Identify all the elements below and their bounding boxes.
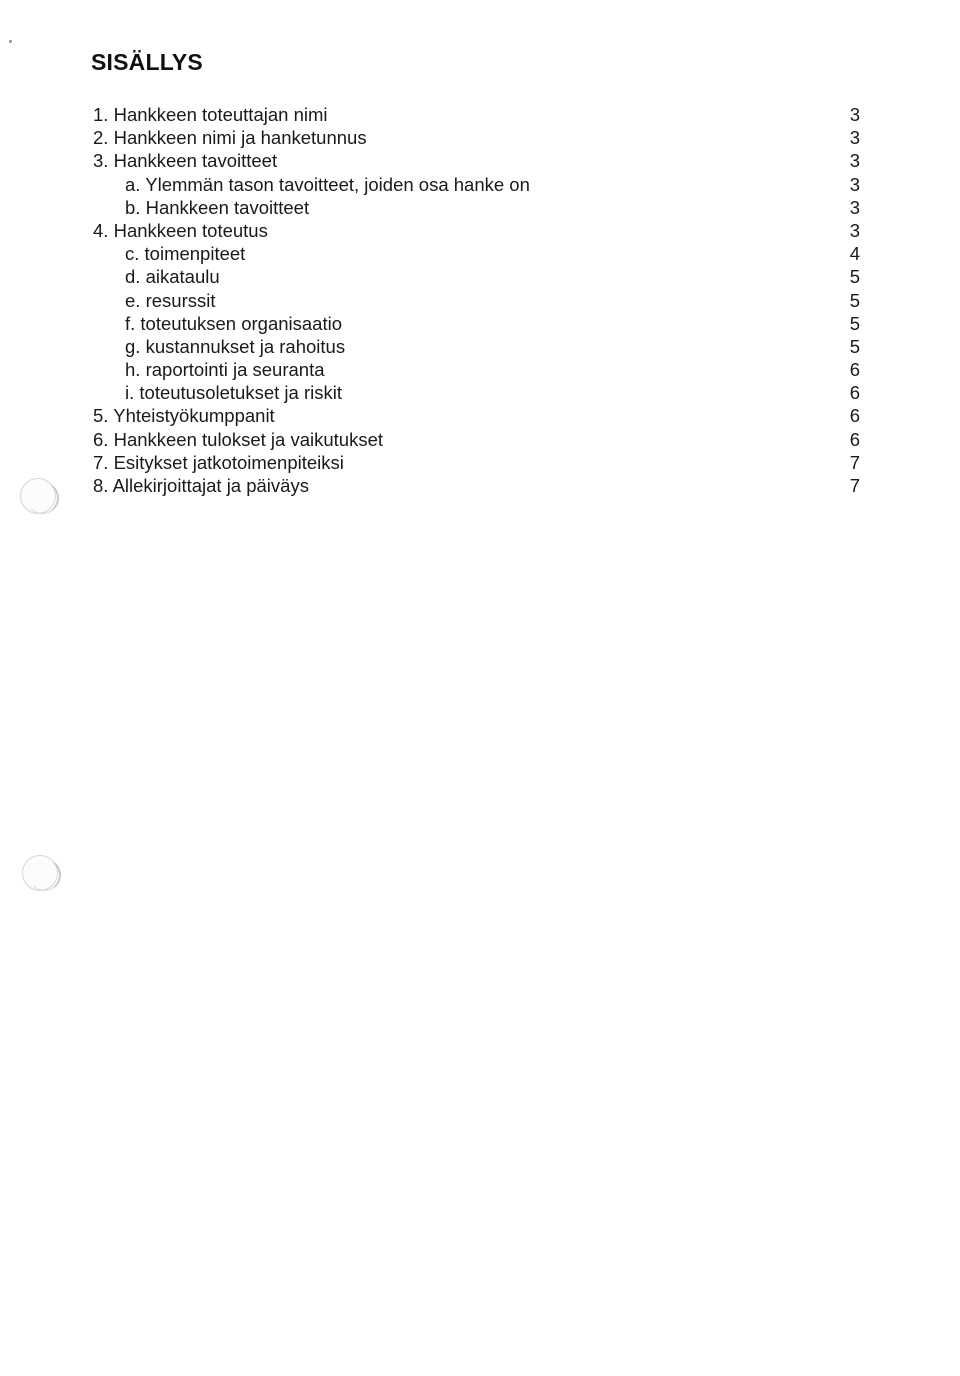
toc-entry-label	[93, 126, 367, 149]
toc-entry-text: Esitykset jatkotoimenpiteiksi	[113, 451, 344, 473]
toc-entry-page-number: 5	[849, 266, 860, 288]
toc-entry-page-number: 6	[849, 359, 860, 381]
toc-entry-text: kustannukset ja rahoitus	[145, 335, 346, 357]
toc-entry-page-number: 3	[849, 219, 860, 241]
toc-entry-text: aikataulu	[145, 266, 220, 288]
toc-entry-page-number: 5	[849, 289, 860, 311]
toc-entry-number: d.	[125, 266, 141, 288]
toc-entry-text: Hankkeen tavoitteet	[113, 150, 278, 172]
toc-entry-number: 3.	[93, 150, 109, 172]
toc-entry	[0, 451, 960, 474]
toc-entry-label	[93, 103, 327, 126]
punch-hole-top-shadow	[26, 482, 59, 514]
toc-entry-label	[93, 404, 275, 427]
toc-entry-number: 5.	[93, 405, 109, 427]
toc-entry-label	[125, 173, 530, 196]
toc-entry-page-number: 5	[849, 335, 860, 357]
toc-entry-page-number: 4	[849, 243, 860, 265]
toc-entry-number: i.	[125, 382, 135, 404]
toc-entry	[0, 126, 960, 149]
toc-entry	[0, 358, 960, 381]
toc-entry	[0, 381, 960, 404]
table-of-contents	[0, 103, 960, 497]
toc-entry-number: 4.	[93, 219, 109, 241]
toc-entry-label	[93, 428, 383, 451]
toc-entry-page-number: 6	[849, 405, 860, 427]
toc-entry-number: 2.	[93, 127, 109, 149]
toc-entry-number: 8.	[93, 475, 109, 496]
toc-entry-text: toteutusoletukset ja riskit	[139, 382, 342, 404]
toc-entry-number: a.	[125, 173, 141, 195]
toc-entry-number: g.	[125, 335, 141, 357]
toc-entry-page-number: 3	[849, 196, 860, 218]
toc-entry-number: f.	[125, 312, 136, 334]
toc-entry-number: b.	[125, 196, 141, 218]
toc-entry-page-number: 6	[849, 382, 860, 404]
toc-entry-label	[93, 474, 309, 497]
toc-entry-label	[125, 358, 325, 381]
page-title: SISÄLLYS	[91, 49, 203, 75]
toc-entry-text: Yhteistyökumppanit	[113, 405, 275, 427]
toc-entry	[0, 149, 960, 172]
toc-entry-text: resurssit	[145, 289, 216, 311]
toc-entry-label	[125, 242, 245, 265]
toc-entry-label	[93, 149, 277, 172]
toc-entry	[0, 242, 960, 265]
toc-entry-number: h.	[125, 359, 141, 381]
toc-entry-page-number: 3	[849, 173, 860, 195]
toc-entry-page-number: 3	[849, 150, 860, 172]
toc-entry-number: 6.	[93, 428, 109, 450]
toc-entry-text: toteutuksen organisaatio	[140, 312, 343, 334]
toc-entry-text: raportointi ja seuranta	[145, 359, 325, 381]
toc-entry-text: Hankkeen toteutus	[113, 219, 268, 241]
toc-entry-number: 7.	[93, 451, 109, 473]
toc-entry-text: Ylemmän tason tavoitteet, joiden osa hanke on	[145, 173, 530, 195]
toc-entry-label	[125, 335, 345, 358]
toc-entry-label	[125, 312, 342, 335]
toc-entry	[0, 474, 960, 497]
toc-entry-text: Hankkeen tavoitteet	[145, 196, 310, 218]
toc-entry-page-number: 7	[849, 451, 860, 473]
toc-entry-page-number: 3	[849, 127, 860, 149]
toc-entry-label	[93, 451, 344, 474]
toc-entry-text: Hankkeen nimi ja hanketunnus	[113, 127, 367, 149]
toc-entry-page-number: 3	[849, 104, 860, 125]
punch-hole-bottom-shadow	[28, 859, 61, 891]
toc-entry	[0, 103, 960, 126]
toc-entry	[0, 219, 960, 242]
toc-entry	[0, 404, 960, 427]
toc-entry	[0, 428, 960, 451]
toc-entry-label	[125, 381, 342, 404]
toc-entry-page-number: 6	[849, 428, 860, 450]
toc-entry	[0, 265, 960, 288]
toc-entry-label	[125, 265, 220, 288]
toc-entry-page-number: 7	[849, 475, 860, 496]
toc-entry-number: c.	[125, 243, 140, 265]
toc-entry	[0, 289, 960, 312]
toc-entry-label	[125, 196, 309, 219]
toc-entry-text: Allekirjoittajat ja päiväys	[112, 475, 309, 496]
toc-entry	[0, 196, 960, 219]
toc-entry-text: Hankkeen tulokset ja vaikutukset	[113, 428, 384, 450]
toc-entry	[0, 335, 960, 358]
toc-entry	[0, 312, 960, 335]
toc-entry-label	[93, 219, 268, 242]
toc-entry-label	[125, 289, 215, 312]
toc-entry-text: Hankkeen toteuttajan nimi	[113, 104, 328, 125]
toc-entry-number: 1.	[93, 104, 109, 125]
toc-entry-text: toimenpiteet	[144, 243, 246, 265]
toc-entry	[0, 173, 960, 196]
toc-entry-number: e.	[125, 289, 141, 311]
toc-entry-page-number: 5	[849, 312, 860, 334]
scan-speck	[9, 40, 12, 43]
